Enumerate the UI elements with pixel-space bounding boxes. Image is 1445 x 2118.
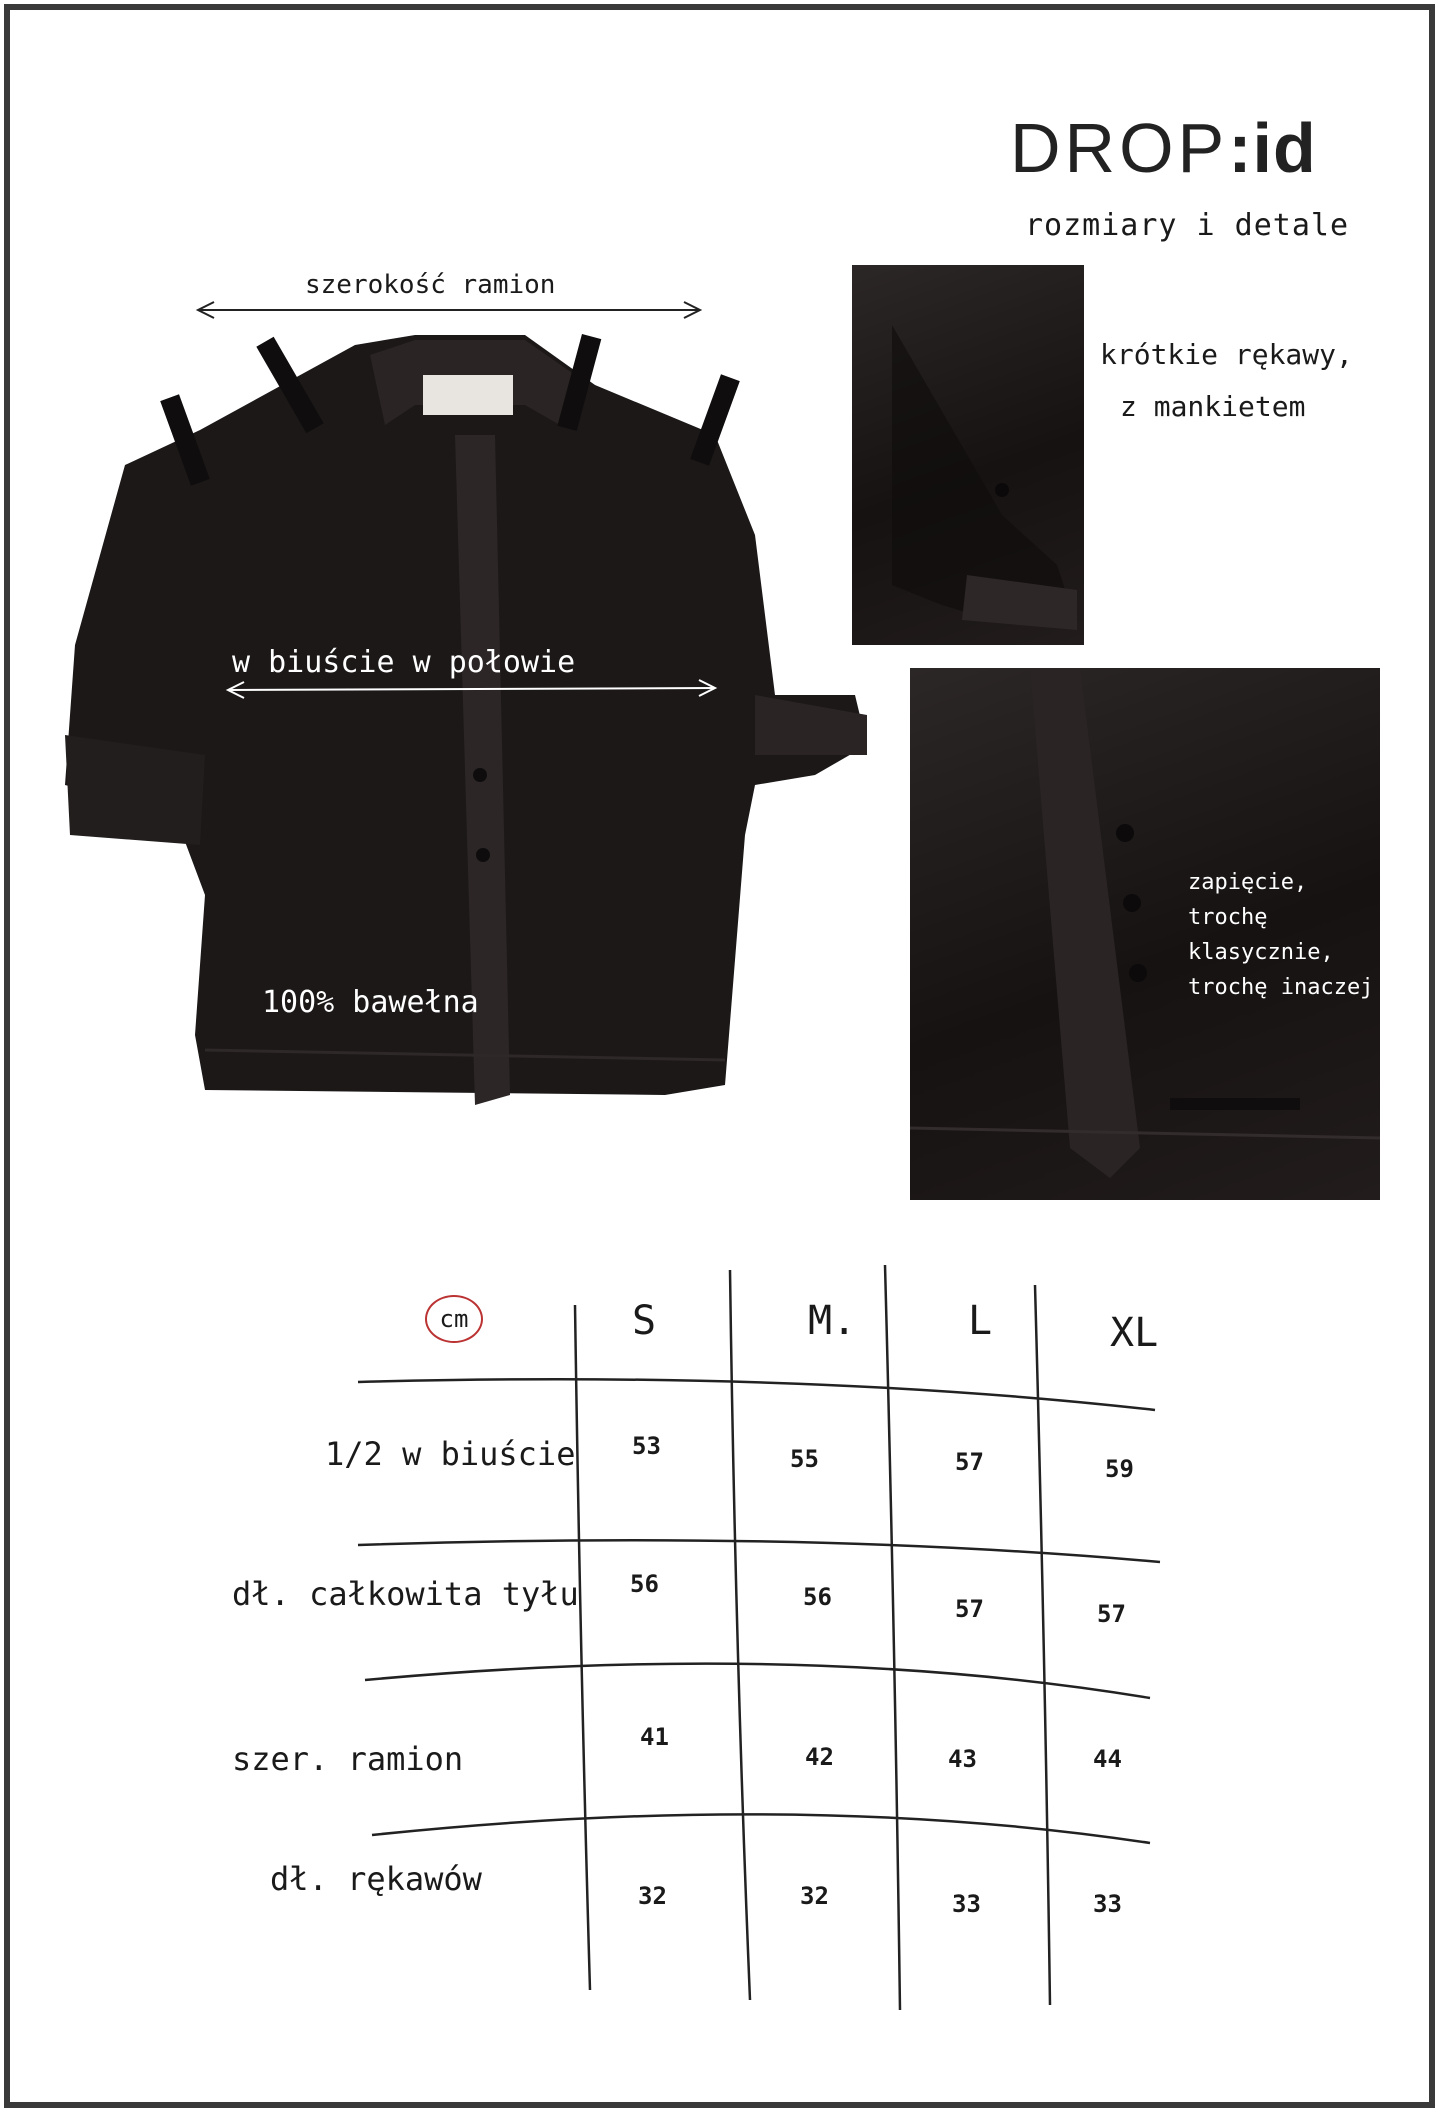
table-cell: 32 xyxy=(638,1882,667,1910)
row-label-sleeve: dł. rękawów xyxy=(270,1860,482,1898)
size-header-s: S xyxy=(632,1298,657,1344)
material-label: 100% bawełna xyxy=(262,985,479,1020)
bust-half-label: w biuście w połowie xyxy=(232,645,576,680)
table-cell: 41 xyxy=(640,1723,669,1751)
shoulder-width-label: szerokość ramion xyxy=(305,270,556,300)
closure-label-line3: klasycznie, xyxy=(1188,940,1334,965)
table-cell: 59 xyxy=(1105,1455,1134,1483)
sleeves-label-line1: krótkie rękawy, xyxy=(1100,338,1353,371)
sleeves-label-line2: z mankietem xyxy=(1120,390,1306,423)
table-cell: 56 xyxy=(803,1583,832,1611)
table-cell: 57 xyxy=(955,1595,984,1623)
row-label-back-length: dł. całkowita tyłu xyxy=(232,1575,579,1613)
row-label-bust: 1/2 w biuście xyxy=(325,1435,576,1473)
table-cell: 43 xyxy=(948,1745,977,1773)
table-cell: 56 xyxy=(630,1570,659,1598)
size-header-l: L xyxy=(968,1298,993,1344)
table-cell: 57 xyxy=(955,1448,984,1476)
unit-badge: cm xyxy=(425,1295,483,1343)
table-cell: 33 xyxy=(952,1890,981,1918)
table-cell: 42 xyxy=(805,1743,834,1771)
page-subtitle: rozmiary i detale xyxy=(1025,208,1350,243)
table-cell: 32 xyxy=(800,1882,829,1910)
size-header-m: M. xyxy=(808,1298,857,1344)
table-cell: 44 xyxy=(1093,1745,1122,1773)
brand-logo: DROP:id xyxy=(1010,109,1317,187)
closure-label-line1: zapięcie, xyxy=(1188,870,1308,895)
size-header-xl: XL xyxy=(1110,1310,1159,1356)
closure-label-line2: trochę xyxy=(1188,905,1268,930)
table-cell: 57 xyxy=(1097,1600,1126,1628)
table-cell: 53 xyxy=(632,1432,661,1460)
row-label-shoulder: szer. ramion xyxy=(232,1740,464,1778)
table-cell: 55 xyxy=(790,1445,819,1473)
closure-label-line4: trochę inaczej xyxy=(1188,975,1374,1000)
table-cell: 33 xyxy=(1093,1890,1122,1918)
